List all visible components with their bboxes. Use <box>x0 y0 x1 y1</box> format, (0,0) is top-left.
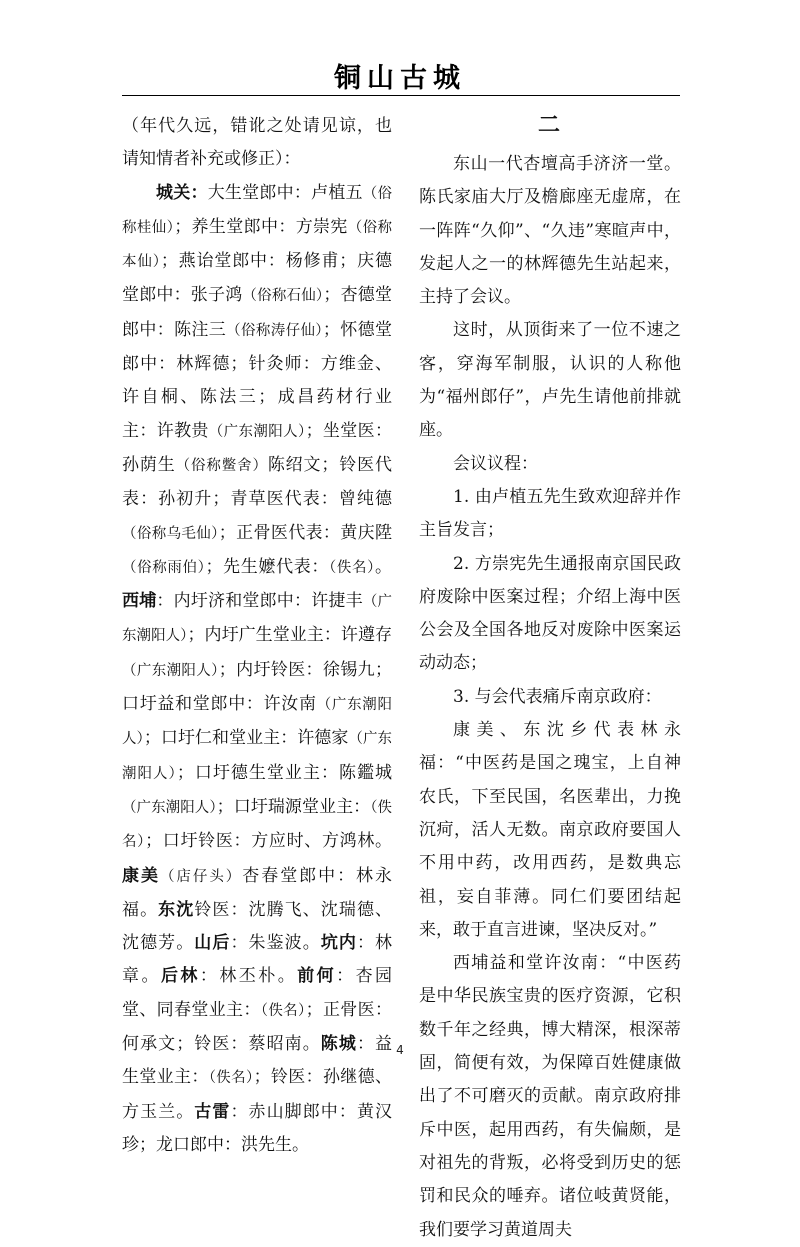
list-text: ：内圩济和堂郎中：许捷丰 <box>156 591 363 612</box>
place-name: 前何 <box>297 966 337 987</box>
list-note: （俗称桂仙） <box>122 185 393 236</box>
list-text: ：林章。 <box>122 933 393 987</box>
list-note: （广东潮阳人） <box>122 594 393 645</box>
section-number: 二 <box>537 112 562 138</box>
place-name: 西埔 <box>122 591 157 612</box>
list-note: （佚名） <box>328 559 376 576</box>
list-text: ；杏德堂郎中：陈注三 <box>122 285 392 340</box>
list-note: （俗称涛仔仙） <box>226 322 323 339</box>
list-text: 杏春堂郎中：林永福。 <box>122 865 393 920</box>
list-text: ：益生堂业主： <box>122 1034 393 1088</box>
list-note: （俗称石仙） <box>242 288 324 305</box>
body-paragraph: 这时，从顶街来了一位不速之客，穿海军制服，认识的人称他为“福州郎仔”，卢先生请他前排就座。 <box>419 320 681 441</box>
list-note: （广东潮阳人） <box>122 799 217 816</box>
page-number: 4 <box>396 1043 404 1057</box>
body-paragraph: 康美、东沈乡代表林永福：“中医药是国之瑰宝，上自神农氏，下至民国，名医辈出，力挽沉疴，活人无数。南京政府要国人不用中药，改用西药，是数典忘祖，妄自菲薄。同仁们要团结起来，敢于直言进谏，坚决反对。” <box>419 720 681 940</box>
place-name: 后林 <box>160 966 200 987</box>
list-note: （广东潮阳人） <box>122 697 393 748</box>
list-text: ；养生堂郎中：方崇宪 <box>174 216 348 237</box>
right-column <box>419 110 681 1247</box>
list-text: 铃医：沈腾飞、沈瑞德、沈德芳。 <box>122 899 393 954</box>
list-text: ；口圩铃医：方应时、方鸿林。 <box>145 831 393 852</box>
agenda-item: 2. 方崇宪先生通报南京国民政府废除中医案过程；介绍上海中医公会及全国各地反对废除中医案运动动态； <box>419 553 681 674</box>
place-name: 康美 <box>122 865 160 886</box>
list-text: ；内圩铃医：徐锡九；口圩益和堂郎中：许汝南 <box>122 659 392 715</box>
list-text: ；先生嬷代表： <box>205 556 329 577</box>
list-text: ；正骨医代表：黄庆陞 <box>218 522 392 543</box>
header-rule <box>122 95 680 96</box>
list-note: （广东潮阳人） <box>208 423 306 440</box>
place-name: 陈城 <box>320 1034 357 1055</box>
list-text: ；口圩德生堂业主：陈鑑城 <box>176 762 393 783</box>
place-name: 城关： <box>156 182 208 203</box>
list-text: ：赤山脚郎中：黄汉珍；龙口郎中：洪先生。 <box>122 1101 393 1155</box>
list-note: （广东潮阳人） <box>122 662 219 679</box>
place-name: 山后 <box>194 933 231 954</box>
body-paragraph: 东山一代杏壇高手济济一堂。陈氏家庙大厅及檐廊座无虚席，在一阵阵“久仰”、“久违”寒暄声中，发起人之一的林辉德先生站起来，主持了会议。 <box>419 154 681 308</box>
list-text: ：朱鉴波。 <box>230 933 321 954</box>
list-note: （佚名） <box>208 1070 254 1087</box>
list-text: ；正骨医：何承文；铃医：蔡昭南。 <box>122 999 392 1055</box>
list-text: ；口圩瑞源堂业主： <box>216 796 371 817</box>
list-note: （俗称雨伯） <box>122 559 206 576</box>
list-text: ；坐堂医：孙荫生 <box>122 420 392 475</box>
list-text: ：林丕朴。 <box>199 966 298 987</box>
list-text: ；口圩仁和堂业主：许德家 <box>143 728 349 749</box>
list-text: 大生堂郎中：卢植五 <box>207 182 363 203</box>
place-name: 东沈 <box>158 899 195 920</box>
left-column <box>122 110 392 1162</box>
list-text: ：杏园堂、同春堂业主： <box>122 966 393 1020</box>
running-header-title: 铜山古城 <box>334 63 466 94</box>
list-note: （广东潮阳人） <box>122 731 392 782</box>
list-note: （店仔头） <box>159 868 243 885</box>
list-note: （俗称本仙） <box>122 219 392 271</box>
place-name: 坑内 <box>320 933 357 954</box>
list-note: （俗称鳖舍） <box>175 457 268 474</box>
place-name: 古雷 <box>194 1101 231 1122</box>
list-note: （佚名） <box>260 1002 306 1019</box>
intro-paragraph: （年代久远，错讹之处请见谅，也请知情者补充或修正）： <box>122 116 392 170</box>
list-text: ；燕诒堂郎中：杨修甫；庆德堂郎中：张子鸿 <box>122 251 393 306</box>
list-text: ；怀德堂郎中：林辉德；针灸师：方维金、许自桐、陈法三；成昌药材行业主：许教贵 <box>122 319 392 441</box>
list-text: ；铃医：孙继德、方玉兰。 <box>122 1067 392 1122</box>
list-text: 陈绍文；铃医代表：孙初升；青草医代表：曾纯德 <box>122 454 393 510</box>
list-text: ；内圩广生堂业主：许遵存 <box>187 625 392 646</box>
list-note: （俗称乌毛仙） <box>122 525 219 542</box>
practitioner-list-paragraph <box>122 177 392 1163</box>
body-paragraph: 会议议程： <box>453 453 538 474</box>
agenda-item: 1. 由卢植五先生致欢迎辞并作主旨发言； <box>419 486 681 541</box>
list-note: （佚名） <box>122 799 393 851</box>
body-paragraph: 西埔益和堂许汝南：“中医药是中华民族宝贵的医疗资源，它积数千年之经典，博大精深，根深蒂固，简便有效，为保障百姓健康做出了不可磨灭的贡献。南京政府排斥中医，起用西药，有失偏颇，是对祖先的背叛，必将受到历史的惩罚和民众的唾弃。诸位岐黄贤能，我们要学习黄道周夫 <box>419 953 681 1240</box>
agenda-item: 3. 与会代表痛斥南京政府： <box>453 686 662 707</box>
list-text: 。 <box>375 556 393 577</box>
